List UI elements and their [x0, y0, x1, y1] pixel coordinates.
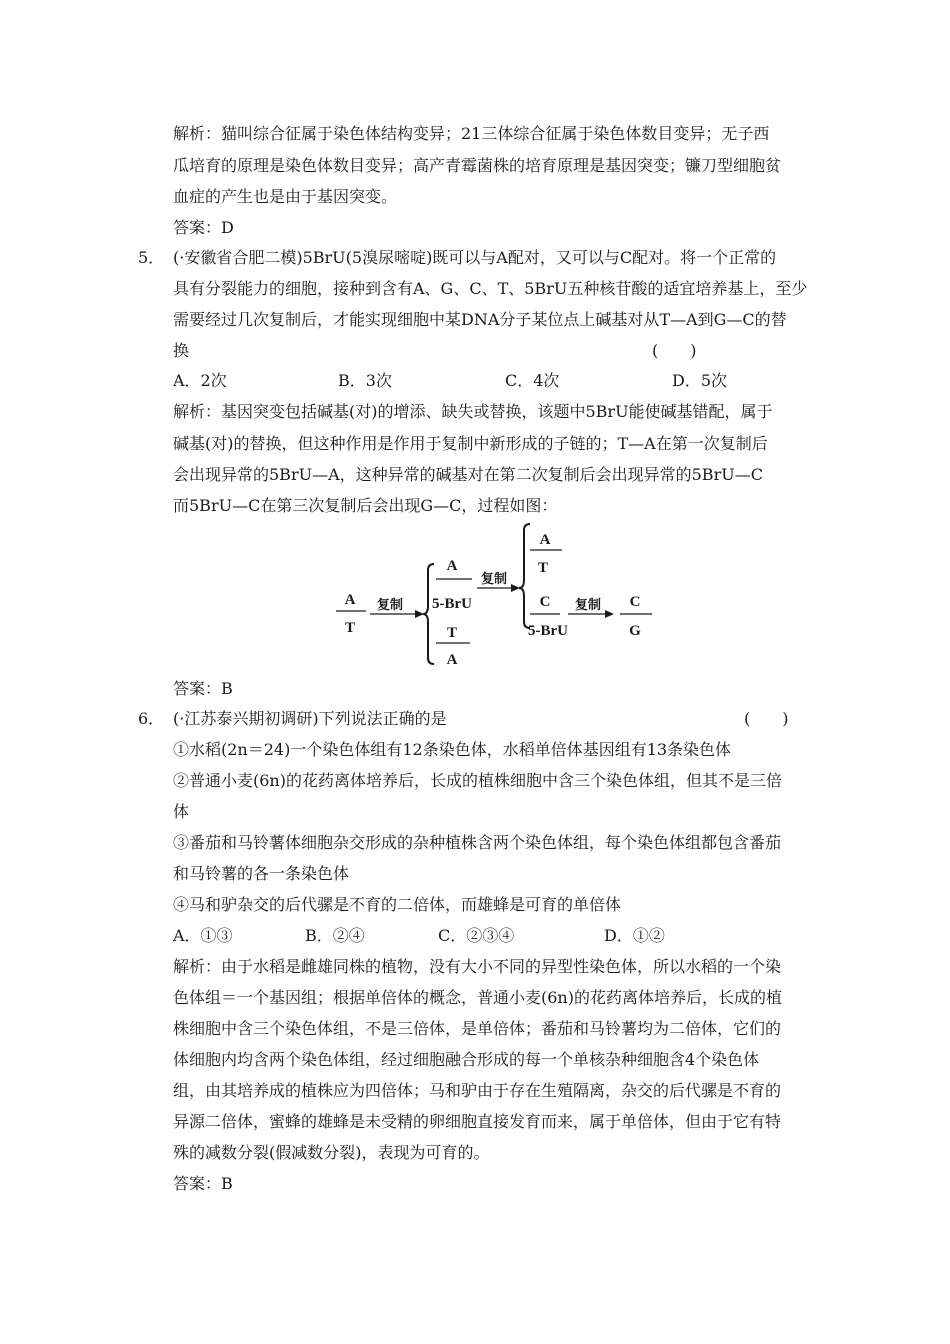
q6-answer-paren: ( ) — [744, 709, 789, 728]
q6-analysis-line: 色体组＝一个基因组；根据单倍体的概念，普通小麦(6n)的花药离体培养后，长成的植 — [173, 988, 782, 1007]
q6-statement-line: 和马铃薯的各一条染色体 — [173, 864, 350, 883]
q5-stem-line: (·安徽省合肥二模)5BrU(5溴尿嘧啶)既可以与A配对，又可以与C配对。将一个正常的 — [173, 248, 777, 267]
gen1-upper-top-base: A — [446, 558, 458, 574]
arrow-1-head — [415, 610, 424, 618]
q6-statement-line: ④马和驴杂交的后代骡是不育的二倍体，而雄蜂是可育的单倍体 — [173, 895, 622, 914]
q5-analysis-line: 碱基(对)的替换，但这种作用是作用于复制中新形成的子链的；T—A在第一次复制后 — [173, 434, 768, 453]
q5-answer-paren: ( ) — [652, 341, 697, 360]
gen2-lower-bottom-base: 5-BrU — [528, 623, 568, 639]
gen2-upper-bottom-base: T — [537, 560, 549, 576]
bracket-1 — [423, 564, 434, 664]
q5-analysis-line: 而5BrU—C在第三次复制后会出现G—C，过程如图： — [173, 496, 558, 515]
arrow-2-head — [511, 584, 520, 592]
q4-analysis-line: 瓜培育的原理是染色体数目变异；高产青霉菌株的培育原理是基因突变；镰刀型细胞贫 — [173, 156, 782, 175]
q6-statement-line: ①水稻(2n＝24)一个染色体组有12条染色体，水稻单倍体基因组有13条染色体 — [173, 740, 732, 759]
q6-analysis-line: 殊的减数分裂(假减数分裂)，表现为可育的。 — [173, 1143, 490, 1162]
q5-answer: 答案：B — [173, 679, 233, 698]
q5-analysis-line: 会出现异常的5BrU—A，这种异常的碱基对在第二次复制后会出现异常的5BrU—C — [173, 465, 763, 484]
q6-option-c: C．②③④ — [438, 926, 515, 945]
q6-analysis-line: 组，由其培养成的植株应为四倍体；马和驴由于存在生殖隔离，杂交的后代骡是不育的 — [173, 1081, 782, 1100]
q6-option-d: D．①② — [604, 926, 665, 945]
copy-label-3: 复制 — [574, 598, 602, 613]
copy-label-2: 复制 — [480, 572, 508, 587]
gen3-bottom-base: G — [629, 623, 641, 639]
q6-number: 6． — [138, 709, 165, 728]
gen2-upper-top-base: A — [539, 532, 551, 548]
q6-analysis-line: 株细胞中含三个染色体组，不是三倍体，是单倍体；番茄和马铃薯均为二倍体，它们的 — [173, 1019, 782, 1038]
q4-analysis-line: 解析：猫叫综合征属于染色体结构变异；21三体综合征属于染色体数目变异；无子西 — [173, 124, 770, 143]
q5-option-b: B．3次 — [338, 371, 392, 390]
gen2-lower-top-base: C — [539, 594, 551, 610]
q5-stem-line: 需要经过几次复制后，才能实现细胞中某DNA分子某位点上碱基对从T—A到G—C的替 — [173, 310, 787, 329]
q6-answer: 答案：B — [173, 1174, 233, 1193]
q6-option-a: A．①③ — [173, 926, 233, 945]
q4-analysis-line: 血症的产生也是由于基因突变。 — [173, 187, 398, 206]
q5-analysis-line: 解析：基因突变包括碱基(对)的增添、缺失或替换，该题中5BrU能使碱基错配，属于 — [173, 402, 773, 421]
q5-number: 5． — [138, 248, 165, 267]
gen1-lower-top-base: T — [446, 625, 458, 641]
q4-answer: 答案：D — [173, 218, 234, 237]
gen3-top-base: C — [629, 594, 641, 610]
gen1-lower-bottom-base: A — [446, 652, 458, 668]
q6-analysis-line: 解析：由于水稻是雌雄同株的植物，没有大小不同的异型性染色体，所以水稻的一个染 — [173, 957, 782, 976]
q5-stem-line: 具有分裂能力的细胞，接种到含有A、G、C、T、5BrU五种核苷酸的适宜培养基上，至少 — [173, 279, 808, 298]
gen1-upper-bottom-base: 5-BrU — [432, 596, 472, 612]
q6-analysis-line: 异源二倍体，蜜蜂的雄蜂是未受精的卵细胞直接发育而来，属于单倍体，但由于它有特 — [173, 1112, 782, 1131]
q6-stem: (·江苏泰兴期初调研)下列说法正确的是 — [173, 709, 447, 728]
arrow-3-head — [605, 610, 614, 618]
q6-statement-line: ③番茄和马铃薯体细胞杂交形成的杂种植株含两个染色体组，每个染色体组都包含番茄 — [173, 833, 782, 852]
copy-label-1: 复制 — [376, 598, 404, 613]
q5-option-d: D．5次 — [672, 371, 728, 390]
q6-option-b: B．②④ — [305, 926, 365, 945]
replication-diagram — [330, 522, 660, 674]
q6-statement-line: 体 — [173, 802, 190, 821]
bracket-2 — [519, 524, 530, 628]
q6-statement-line: ②普通小麦(6n)的花药离体培养后，长成的植株细胞中含三个染色体组，但其不是三倍 — [173, 771, 782, 790]
q5-option-c: C．4次 — [505, 371, 560, 390]
start-top-base: A — [344, 592, 356, 608]
q5-option-a: A．2次 — [173, 371, 227, 390]
q6-analysis-line: 体细胞内均含两个染色体组，经过细胞融合形成的每一个单核杂种细胞含4个染色体 — [173, 1050, 760, 1069]
start-bottom-base: T — [344, 620, 356, 636]
q5-stem-line: 换 — [173, 341, 190, 360]
